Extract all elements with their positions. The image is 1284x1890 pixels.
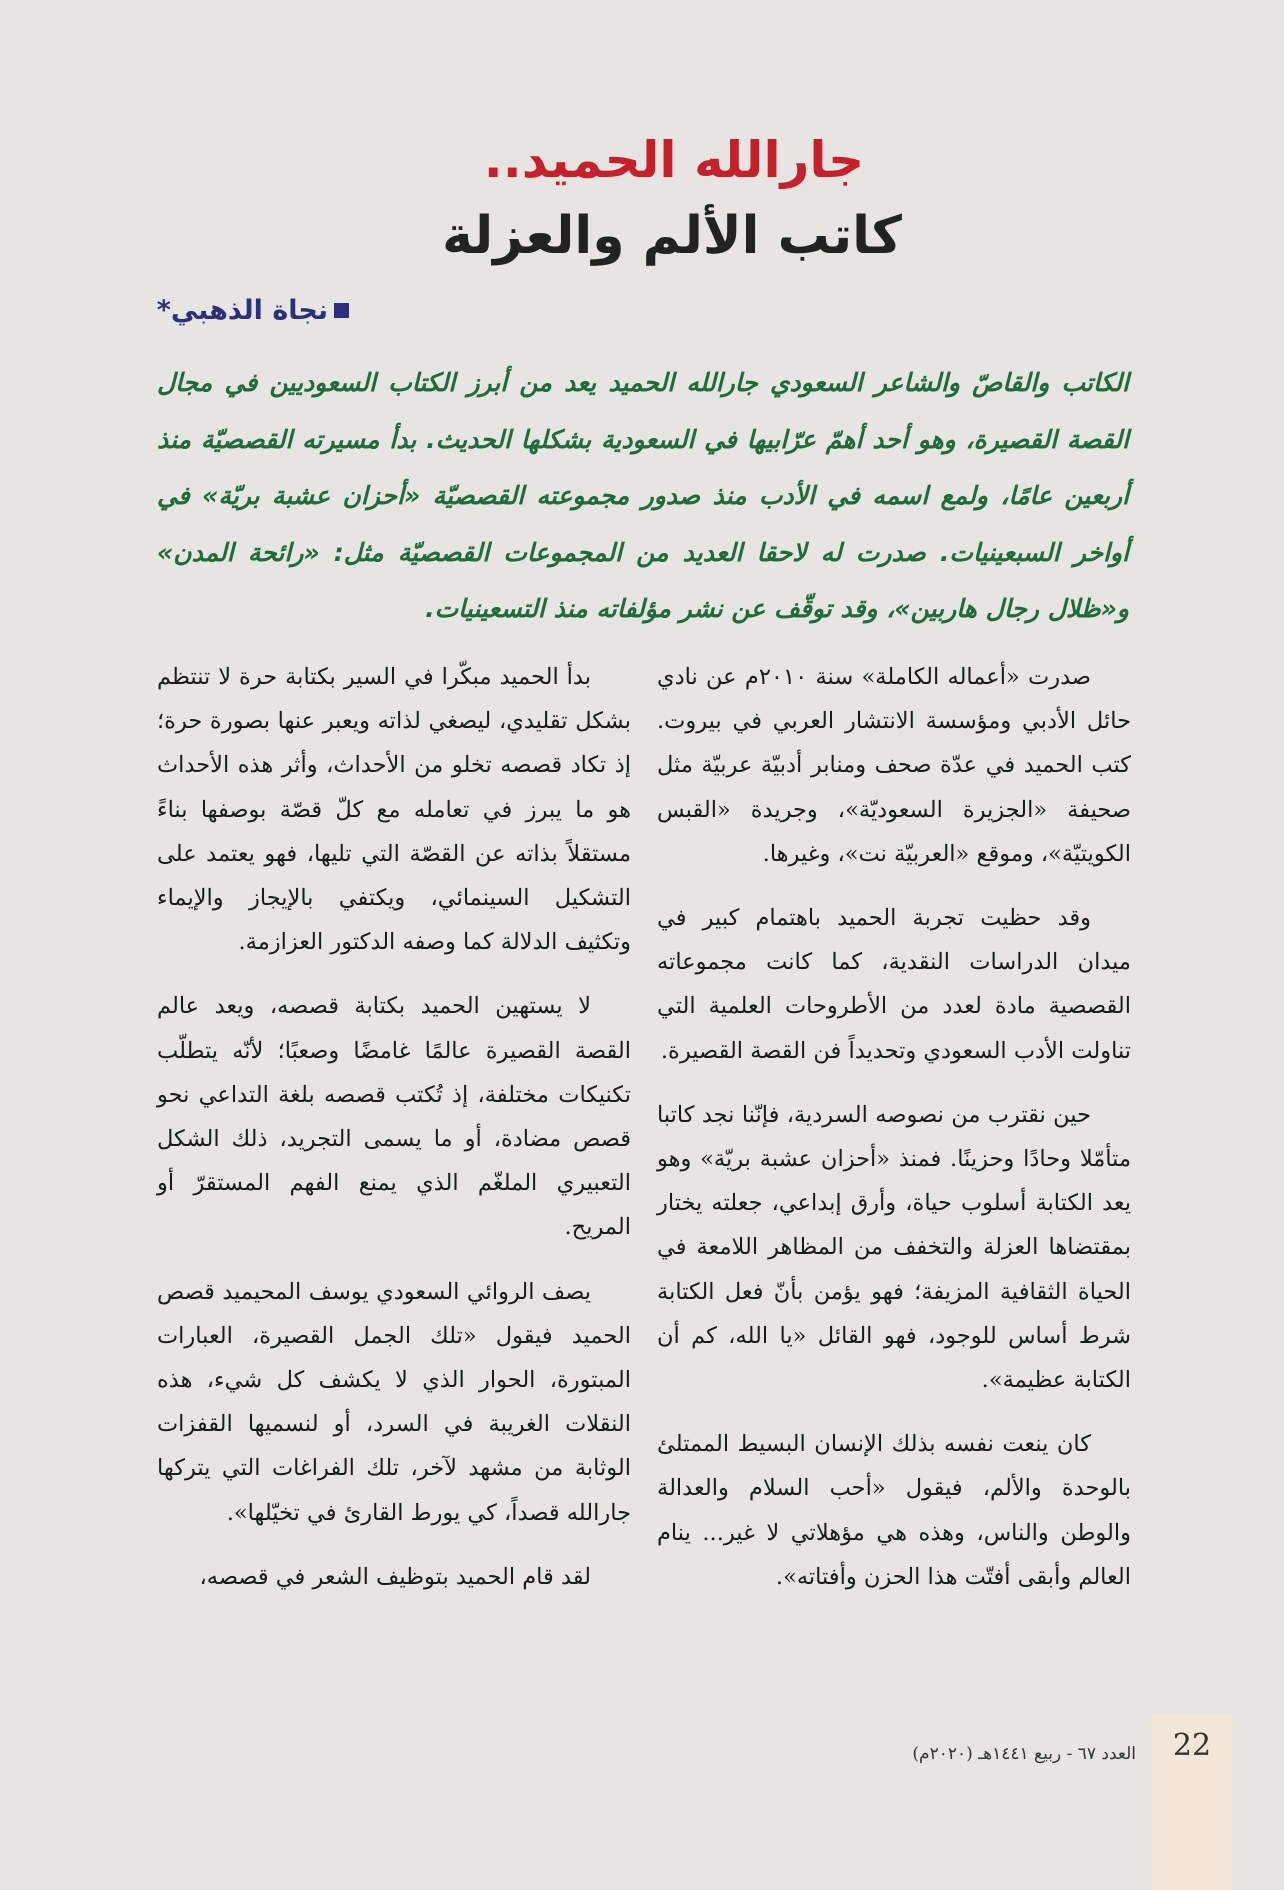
page-number: 22 <box>1172 1728 1212 1763</box>
paragraph: وقد حظيت تجربة الحميد باهتمام كبير في ميدان الدراسات النقدية، كما كانت مجموعاته القصصية مادة لعدد من الأطروحات العلمية التي تناولت الأدب السعودي وتحديداً فن القصة القصيرة. <box>657 905 1131 1064</box>
issue-info: العدد ٦٧ - ربيع ١٤٤١هـ (٢٠٢٠م) <box>912 1744 1136 1764</box>
right-column <box>657 655 1131 1619</box>
square-bullet-icon <box>334 303 349 318</box>
paragraph: لا يستهين الحميد بكتابة قصصه، ويعد عالم القصة القصيرة عالمًا غامضًا وصعبًا؛ لأنّه يتطلّب تكنيكات مختلفة، إذ تُكتب قصصه بلغة التداعي نحو قصص مضادة، أو ما يسمى التجريد، ذلك الشكل التعبيري الملغّم الذي يمنع الفهم المستقرّ أو المريح. <box>157 993 631 1241</box>
paragraph: لقد قام الحميد بتوظيف الشعر في قصصه، <box>199 1563 591 1590</box>
paragraph: حين نقترب من نصوصه السردية، فإنّنا نجد كاتبا متأمّلا وحادًا وحزينًا. فمنذ «أحزان عشبة بريّة» وهو يعد الكتابة أسلوب حياة، وأرق إبداعي، جعلته يختار بمقتضاها العزلة والتخفف من المظاهر اللامعة في الحياة الثقافية المزيفة؛ فهو يؤمن بأنّ فعل الكتابة شرط أساس للوجود، فهو القائل «يا الله، كم أن الكتابة عظيمة». <box>657 1101 1131 1394</box>
article-abstract: الكاتب والقاصّ والشاعر السعودي جارالله الحميد يعد من أبرز الكتاب السعوديين في مجال القصة القصيرة، وهو أحد أهمّ عرّابيها في السعودية بشكلها الحديث. بدأ مسيرته القصصيّة منذ أربعين عامًا، ولمع اسمه في الأدب منذ صدور مجموعته القصصيّة «أحزان عشبة بريّة» في أواخر السبعينيات. صدرت له لاحقا العديد من المجموعات القصصيّة مثل: «رائحة المدن» و«ظلال رجال هاربين»، وقد توقّف عن نشر مؤلفاته منذ التسعينيات. <box>157 368 1129 623</box>
author-byline <box>149 295 349 326</box>
left-column <box>157 655 631 1619</box>
article-title: جارالله الحميد.. <box>483 131 865 189</box>
paragraph: صدرت «أعماله الكاملة» سنة ٢٠١٠م عن نادي حائل الأدبي ومؤسسة الانتشار العربي في بيروت. كتب الحميد في عدّة صحف ومنابر أدبيّة عربيّة مثل صحيفة «الجزيرة السعوديّة»، وجريدة «القبس الكويتيّة»، وموقع «العربيّة نت»، وغيرها. <box>657 664 1131 867</box>
paragraph: يصف الروائي السعودي يوسف المحيميد قصص الحميد فيقول «تلك الجمل القصيرة، العبارات المبتورة، الحوار الذي لا يكشف كل شيء، هذه النقلات الغريبة في السرد، أو لنسميها القفزات الوثابة من مشهد لآخر، تلك الفراغات التي يتركها جارالله قصداً، كي يورط القارئ في تخيّلها». <box>157 1278 631 1526</box>
paragraph: بدأ الحميد مبكّرا في السير بكتابة حرة لا تنتظم بشكل تقليدي، ليصغي لذاته ويعبر عنها بصورة حرة؛ إذ تكاد قصصه تخلو من الأحداث، وأثر هذه الأحداث هو ما يبرز في تعامله مع كلّ قصّة بوصفها بناءً مستقلاً بذاته عن القصّة التي تليها، فهو يعتمد على التشكيل السينمائي، ويكتفي بالإيجاز والإيماء وتكثيف الدلالة كما وصفه الدكتور العزازمة. <box>157 664 631 956</box>
paragraph: كان ينعت نفسه بذلك الإنسان البسيط الممتلئ بالوحدة والألم، فيقول «أحب السلام والعدالة والوطن والناس، وهذه هي مؤهلاتي لا غير... ينام العالم وأبقى أفتّت هذا الحزن وأفتاته». <box>657 1431 1131 1590</box>
author-name: نجاة الذهبي* <box>156 295 328 326</box>
article-subtitle: كاتب الألم والعزلة <box>442 206 902 266</box>
